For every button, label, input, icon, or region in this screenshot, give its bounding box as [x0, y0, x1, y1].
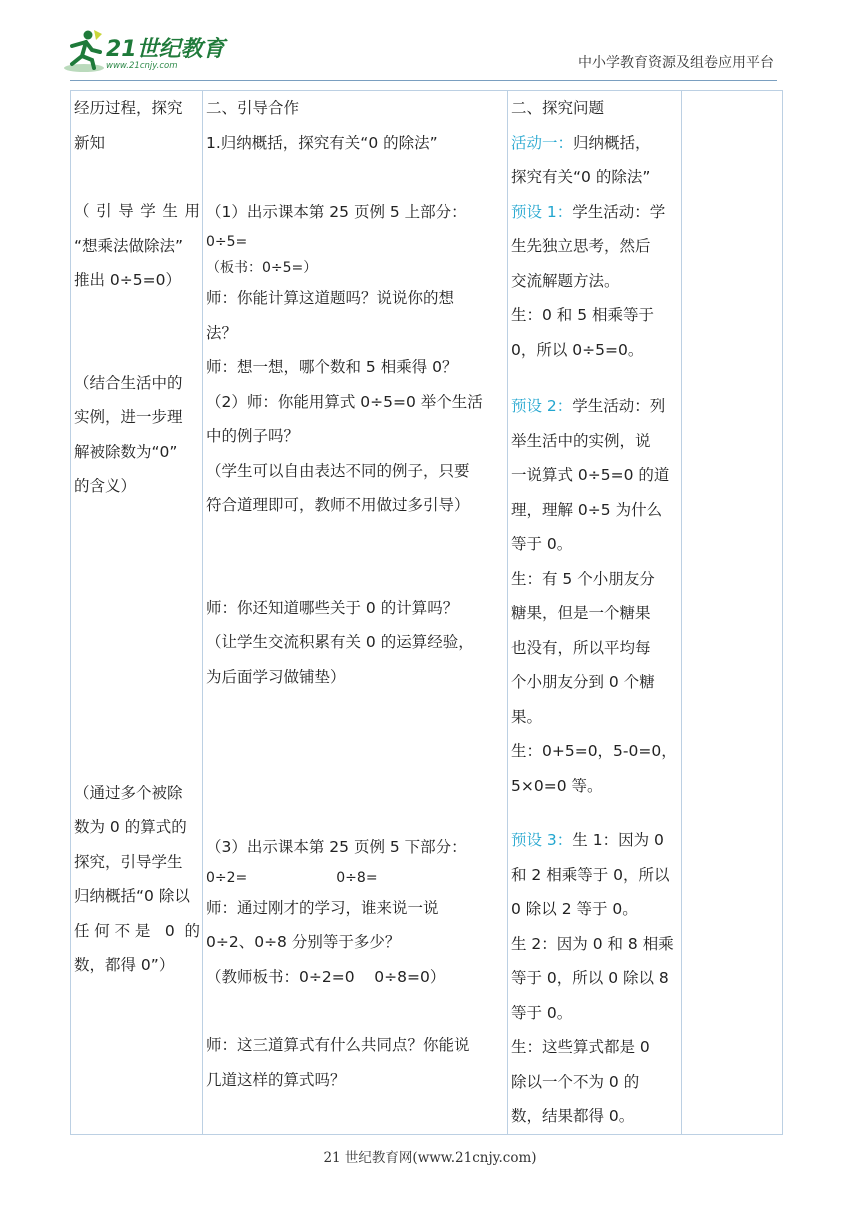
page-footer: 21 世纪教育网(www.21cnjy.com): [323, 1150, 537, 1166]
teacher-line: （3）出示课本第 25 页例 5 下部分：: [206, 838, 467, 856]
teacher-activity-text: [206, 91, 505, 1097]
preset-line: 等于 0，所以 0 除以 8: [511, 969, 669, 987]
teacher-line: 师：想一想，哪个数和 5 相乘得 0？: [206, 358, 458, 376]
teacher-line: 几道这样的算式吗？: [206, 1070, 346, 1089]
teacher-line: 符合道理即可，教师不用做过多引导）: [206, 496, 470, 514]
goal-line: 任何不是 0 的: [74, 921, 200, 940]
teacher-line: 师：你能计算这道题吗？说说你的想: [206, 289, 455, 307]
teacher-line: （教师板书：0÷2=0 0÷8=0）: [206, 967, 446, 986]
preset-line: 数，结果都得 0。: [511, 1107, 635, 1125]
teacher-line: （1）出示课本第 25 页例 5 上部分：: [206, 202, 467, 221]
preset-line: 等于 0。: [511, 1003, 573, 1022]
teacher-line: 0÷2、0÷8 分别等于多少？: [206, 933, 401, 951]
preset-line: 0 除以 2 等于 0。: [511, 900, 638, 918]
goal-line: 经历过程，探究: [74, 99, 183, 117]
teacher-line: 中的例子吗？: [206, 427, 300, 445]
preset-text: 学生活动：列: [572, 397, 666, 415]
runner-logo-icon: [62, 28, 106, 74]
preset-line: 果。: [511, 707, 543, 726]
teacher-line: （板书：0÷5=）: [206, 260, 318, 276]
goal-line: 数为 0 的算式的: [74, 818, 187, 836]
goal-line: 新知: [74, 133, 106, 152]
goal-line: （ 引 导 学 生 用: [74, 202, 200, 220]
preset-text: 学生活动：学: [572, 202, 666, 221]
logo-url: www.21cnjy.com: [106, 61, 178, 71]
goal-line: 解被除数为“0”: [74, 442, 178, 461]
activity-text: 归纳概括，: [573, 133, 651, 152]
teacher-line: 师：这三道算式有什么共同点？你能说: [206, 1036, 470, 1054]
activity-label: 活动一：: [511, 133, 574, 152]
activity-heading: [511, 126, 679, 161]
preset-line: 除以一个不为 0 的: [511, 1072, 640, 1091]
preset-line: 5×0=0 等。: [511, 776, 603, 795]
preset-label: 预设 2：: [511, 397, 573, 415]
goal-line: 归纳概括“0 除以: [74, 887, 190, 905]
goal-line: （结合生活中的: [74, 373, 183, 392]
teacher-line: （2）师：你能用算式 0÷5=0 举个生活: [206, 392, 483, 411]
platform-title: 中小学教育资源及组卷应用平台: [578, 55, 774, 71]
preset-line: 举生活中的实例，说: [511, 431, 651, 450]
preset-line: 交流解题方法。: [511, 271, 620, 290]
preset-line: 糖果，但是一个糖果: [511, 604, 651, 622]
teacher-line: 二、引导合作: [206, 99, 300, 117]
teacher-line: （学生可以自由表达不同的例子，只要: [206, 461, 470, 480]
preset-label: 预设 3：: [511, 831, 573, 849]
teacher-line: 0÷2= 0÷8=: [206, 869, 378, 886]
preset-line: 生：这些算式都是 0: [511, 1038, 650, 1056]
teacher-line: 0÷5=: [206, 234, 248, 250]
preset-line: 一说算式 0÷5=0 的道: [511, 466, 670, 484]
logo-text: 21世纪教育: [106, 37, 225, 62]
logo: [62, 28, 232, 76]
teacher-line: 师：通过刚才的学习，谁来说一说: [206, 898, 439, 917]
preset-line: 生：0+5=0，5-0=0，: [511, 742, 677, 760]
lesson-table: [70, 90, 783, 1135]
preset-heading: [511, 823, 679, 858]
teacher-line: [206, 160, 505, 195]
goal-line: 的含义）: [74, 477, 137, 495]
preset-line: 生先独立思考，然后: [511, 237, 651, 255]
preset-line: 等于 0。: [511, 535, 573, 553]
activity-text-line: 探究有关“0 的除法”: [511, 168, 651, 186]
teacher-line: 师：你还知道哪些关于 0 的计算吗？: [206, 598, 459, 617]
preset-line: 理，理解 0÷5 为什么: [511, 500, 663, 519]
goal-line: 实例，进一步理: [74, 408, 183, 426]
notes-column: [682, 91, 783, 1135]
page-header: [0, 0, 860, 90]
goal-column: [71, 91, 203, 1135]
preset-line: 生：有 5 个小朋友分: [511, 569, 655, 588]
preset-text: 生 1：因为 0: [572, 831, 664, 849]
preset-line: 个小朋友分到 0 个糖: [511, 673, 655, 691]
goal-line: 推出 0÷5=0）: [74, 271, 181, 289]
preset-heading: [511, 389, 679, 424]
teacher-activity-column: [203, 91, 508, 1135]
goal-notes: [74, 91, 200, 983]
goal-line: 探究，引导学生: [74, 852, 183, 871]
preset-line: 0，所以 0÷5=0。: [511, 340, 644, 359]
header-divider: [70, 80, 777, 81]
student-activity-column: [508, 91, 682, 1135]
goal-line: （通过多个被除: [74, 783, 183, 802]
preset-line: 生：0 和 5 相乘等于: [511, 306, 655, 324]
preset-label: 预设 1：: [511, 202, 573, 221]
preset-line: 也没有，所以平均每: [511, 638, 651, 657]
goal-line: 数，都得 0”）: [74, 956, 175, 974]
goal-line: “想乘法做除法”: [74, 236, 184, 255]
section-title: 二、探究问题: [511, 99, 605, 117]
preset-heading: [511, 195, 679, 230]
preset-line: 和 2 相乘等于 0，所以: [511, 865, 670, 884]
table-row: [71, 91, 783, 1135]
teacher-line: （让学生交流积累有关 0 的运算经验，: [206, 633, 474, 651]
teacher-line: 1.归纳概括，探究有关“0 的除法”: [206, 133, 438, 152]
teacher-line: 为后面学习做铺垫）: [206, 667, 346, 686]
teacher-line: 法？: [206, 323, 238, 342]
preset-line: 生 2：因为 0 和 8 相乘: [511, 934, 674, 953]
